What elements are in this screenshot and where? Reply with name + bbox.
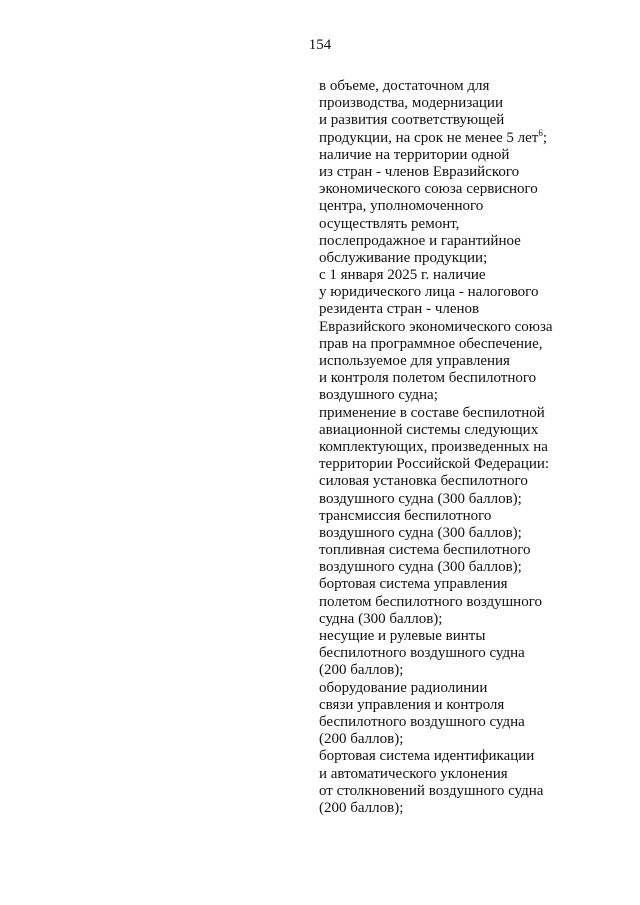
text-line-content: экономического союза сервисного	[319, 181, 538, 198]
footnote-marker: 6	[538, 127, 543, 138]
text-line-content: воздушного судна (300 баллов);	[319, 524, 522, 541]
text-line	[319, 147, 619, 164]
text-line-content: Евразийского экономического союза	[319, 318, 553, 335]
text-line	[319, 127, 619, 147]
text-line-content: воздушного судна (300 баллов);	[319, 559, 522, 576]
text-line	[319, 628, 619, 645]
text-line	[319, 198, 619, 215]
text-line	[319, 78, 619, 95]
text-line	[319, 525, 619, 542]
text-line-content: центра, уполномоченного	[319, 198, 484, 215]
text-line-content: прав на программное обеспечение,	[319, 335, 543, 352]
text-line-content: от столкновений воздушного судна	[319, 782, 544, 799]
page-number: 154	[308, 37, 332, 53]
text-line	[319, 267, 619, 284]
text-line	[319, 456, 619, 473]
text-line-content: (200 баллов);	[319, 731, 404, 748]
text-line-content: применение в составе беспилотной	[319, 404, 545, 421]
text-line-content: связи управления и контроля	[319, 696, 505, 713]
text-line	[319, 301, 619, 318]
text-line	[319, 611, 619, 628]
text-line-content: с 1 января 2025 г. наличие	[319, 267, 486, 284]
text-line-content: территории Российской Федерации:	[319, 456, 550, 473]
text-line	[319, 95, 619, 112]
text-line-content: у юридического лица - налогового	[319, 284, 539, 301]
text-line-content: из стран - членов Евразийского	[319, 163, 520, 180]
text-line	[319, 783, 619, 800]
text-line-content: (200 баллов);	[319, 799, 404, 816]
text-line-content: производства, модернизации	[319, 95, 503, 112]
text-line	[319, 473, 619, 490]
text-line	[319, 405, 619, 422]
text-line	[319, 284, 619, 301]
text-line	[319, 800, 619, 817]
text-line	[319, 422, 619, 439]
text-line-content: осуществлять ремонт,	[319, 215, 460, 232]
text-line-content: продукции, на срок не менее 5 лет	[319, 129, 539, 146]
text-line-content: воздушного судна;	[319, 387, 438, 404]
text-line	[319, 387, 619, 404]
text-line	[319, 250, 619, 267]
text-line-content: судна (300 баллов);	[319, 610, 443, 627]
text-line	[319, 491, 619, 508]
text-line	[319, 508, 619, 525]
text-line	[319, 336, 619, 353]
text-line	[319, 645, 619, 662]
text-line	[319, 766, 619, 783]
text-column	[319, 78, 619, 817]
text-line-content: полетом беспилотного воздушного	[319, 593, 542, 610]
text-line-content: обслуживание продукции;	[319, 249, 488, 266]
text-line-content: и развития соответствующей	[319, 112, 505, 129]
text-line-content: несущие и рулевые винты	[319, 628, 486, 644]
text-line-content: трансмиссия беспилотного	[319, 507, 492, 524]
text-line-content: беспилотного воздушного судна	[319, 645, 525, 662]
text-line	[319, 439, 619, 456]
text-line	[319, 680, 619, 697]
text-line	[319, 594, 619, 611]
text-line	[319, 697, 619, 714]
text-line-content: воздушного судна (300 баллов);	[319, 490, 522, 507]
text-line	[319, 353, 619, 370]
text-line-content: силовая установка беспилотного	[319, 473, 528, 490]
text-line-content: топливная система беспилотного	[319, 542, 531, 559]
text-line	[319, 662, 619, 679]
text-line	[319, 370, 619, 387]
text-line	[319, 576, 619, 593]
text-line-content: в объеме, достаточном для	[319, 78, 490, 94]
text-line-content: резидента стран - членов	[319, 301, 480, 318]
text-line-content: бортовая система управления	[319, 576, 508, 593]
text-line-content: используемое для управления	[319, 353, 510, 369]
text-line-content: послепродажное и гарантийное	[319, 232, 521, 249]
text-line	[319, 216, 619, 233]
text-line-punctuation: ;	[542, 129, 548, 146]
text-line	[319, 748, 619, 765]
text-line-content: авиационной системы следующих	[319, 421, 539, 438]
text-line	[319, 559, 619, 576]
text-line-content: беспилотного воздушного судна	[319, 713, 525, 730]
text-line	[319, 714, 619, 731]
text-line-content: оборудование радиолинии	[319, 679, 488, 696]
text-line	[319, 164, 619, 181]
text-line	[319, 181, 619, 198]
text-line	[319, 319, 619, 336]
text-line-content: бортовая система идентификации	[319, 748, 535, 765]
text-line	[319, 112, 619, 129]
text-line-content: (200 баллов);	[319, 662, 404, 679]
text-line-content: наличие на территории одной	[319, 146, 510, 163]
text-line	[319, 542, 619, 559]
text-line-content: комплектующих, произведенных на	[319, 438, 548, 455]
text-line	[319, 731, 619, 748]
text-line	[319, 233, 619, 250]
text-line-content: и автоматического уклонения	[319, 765, 508, 782]
text-line-content: и контроля полетом беспилотного	[319, 370, 537, 387]
